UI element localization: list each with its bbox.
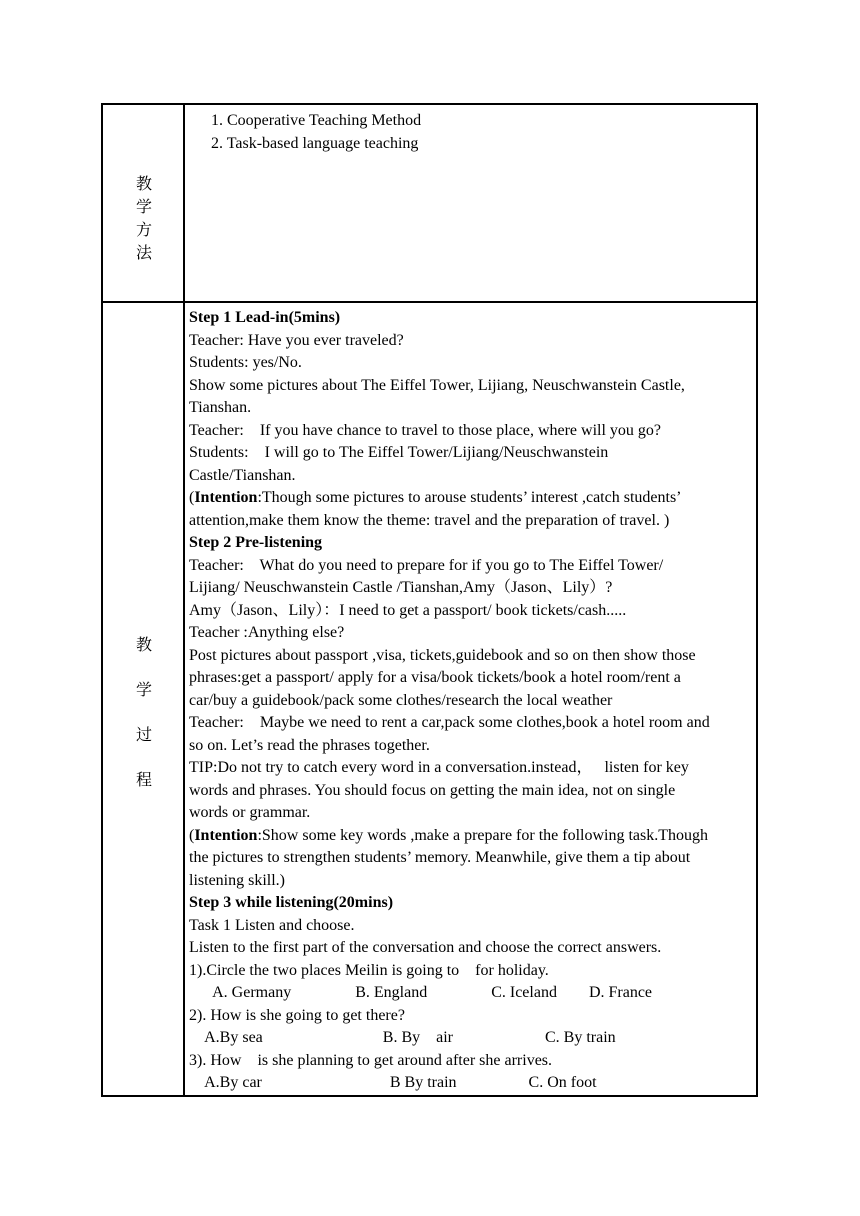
process-line: 3). How is she planning to get around after she arrives. [189, 1051, 553, 1069]
process-line: Teacher :Anything else? [189, 624, 345, 641]
method-item: 1. Cooperative Teaching Method [211, 112, 422, 129]
teaching-method-content [187, 105, 756, 301]
process-line: listening skill.) [189, 871, 285, 889]
process-line: car/buy a guidebook/pack some clothes/research the local weather [189, 691, 613, 709]
process-line: Task 1 Listen and choose. [189, 916, 355, 934]
intention-label: Intention [194, 489, 258, 506]
step-heading: Step 3 while listening(20mins) [189, 894, 394, 911]
lesson-table [101, 103, 758, 1097]
process-line: TIP:Do not try to catch every word in a conversation.instead， listen for key [189, 759, 689, 776]
teaching-method-label: 教 学 方 法 [135, 176, 152, 262]
teaching-method-label-cell [103, 105, 185, 301]
teaching-process-content [187, 303, 756, 1095]
process-line: words and phrases. You should focus on getting the main idea, not on single [189, 781, 676, 799]
process-line: Castle/Tianshan. [189, 466, 296, 484]
process-line: words or grammar. [189, 804, 311, 821]
process-line: A. Germany B. England C. Iceland D. France [189, 984, 653, 1001]
process-line: Students: yes/No. [189, 354, 302, 371]
process-line: Show some pictures about The Eiffel Tower, Lijiang, Neuschwanstein Castle, [189, 376, 685, 394]
process-line: attention,make them know the theme: travel and the preparation of travel. ) [189, 511, 670, 529]
process-line: phrases:get a passport/ apply for a visa/book tickets/book a hotel room/rent a [189, 669, 681, 686]
process-line: the pictures to strengthen students’ memory. Meanwhile, give them a tip about [189, 849, 691, 866]
process-line: Teacher: Have you ever traveled? [189, 331, 404, 349]
step-heading: Step 1 Lead-in(5mins) [189, 309, 341, 326]
process-line: (Intention:Show some key words ,make a prepare for the following task.Though [189, 826, 709, 844]
process-line: Listen to the first part of the conversation and choose the correct answers. [189, 939, 662, 956]
process-line: Teacher: What do you need to prepare for if you go to The Eiffel Tower/ [189, 556, 664, 574]
process-line: A.By sea B. By air C. By train [189, 1029, 616, 1046]
process-line: so on. Let’s read the phrases together. [189, 736, 430, 754]
method-list [187, 105, 756, 155]
method-item: 2. Task-based language teaching [211, 135, 419, 152]
intention-label: Intention [194, 826, 258, 844]
step-heading: Step 2 Pre-listening [189, 534, 323, 551]
process-line: Post pictures about passport ,visa, tickets,guidebook and so on then show those [189, 646, 696, 664]
process-line: Tianshan. [189, 399, 252, 416]
teaching-method-row [103, 105, 756, 303]
teaching-process-row [103, 303, 756, 1095]
process-line: (Intention:Though some pictures to arouse students’ interest ,catch students’ [189, 489, 682, 506]
process-line: 2). How is she going to get there? [189, 1006, 405, 1024]
teaching-process-label-cell [103, 303, 185, 1095]
process-line: Lijiang/ Neuschwanstein Castle /Tianshan,Amy（Jason、Lily）? [189, 579, 613, 596]
process-line: Amy（Jason、Lily）：I need to get a passport/ book tickets/cash..... [189, 601, 627, 619]
process-line: Students: I will go to The Eiffel Tower/Lijiang/Neuschwanstein [189, 444, 609, 461]
process-line: 1).Circle the two places Meilin is going to for holiday. [189, 961, 549, 979]
process-line: Teacher: If you have chance to travel to those place, where will you go? [189, 421, 662, 439]
process-text [187, 303, 756, 1095]
teaching-process-label: 教 学 过 程 [135, 637, 152, 789]
process-line: Teacher: Maybe we need to rent a car,pack some clothes,book a hotel room and [189, 714, 710, 731]
process-line: A.By car B By train C. On foot [189, 1074, 597, 1091]
